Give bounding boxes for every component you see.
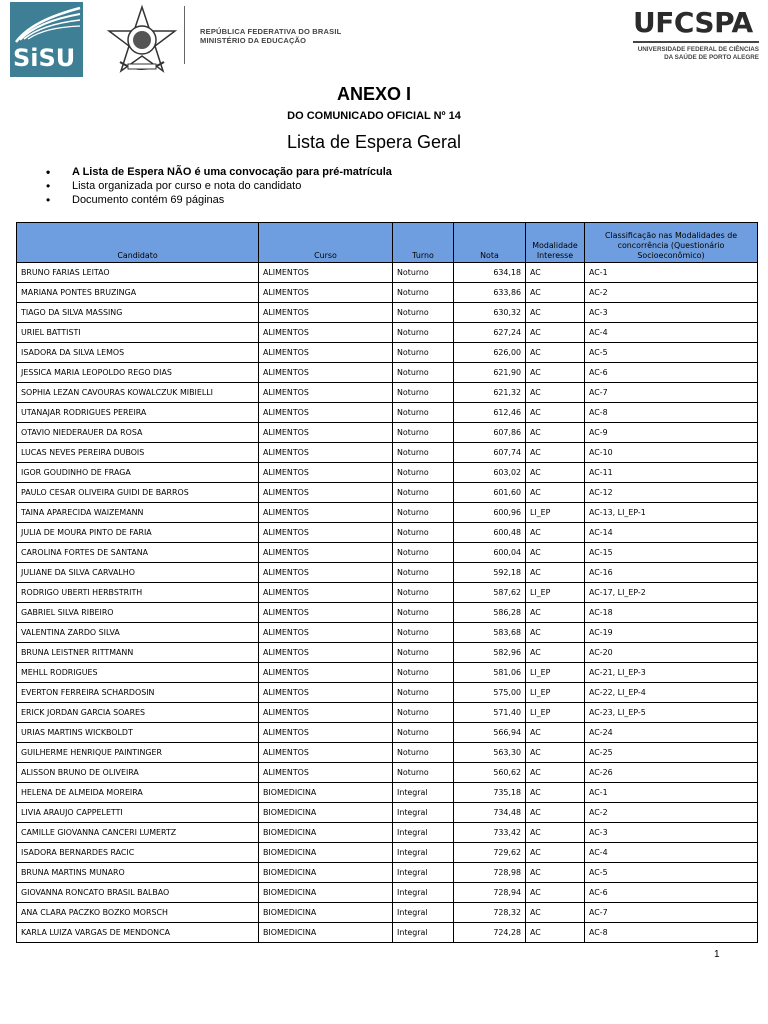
cell-modalidade: AC bbox=[526, 783, 585, 803]
cell-nota: 612,46 bbox=[454, 403, 526, 423]
cell-curso: ALIMENTOS bbox=[259, 603, 393, 623]
cell-classificacao: AC-11 bbox=[585, 463, 758, 483]
cell-turno: Noturno bbox=[393, 643, 454, 663]
cell-turno: Noturno bbox=[393, 263, 454, 283]
cell-candidato: PAULO CESAR OLIVEIRA GUIDI DE BARROS bbox=[17, 483, 259, 503]
cell-curso: BIOMEDICINA bbox=[259, 783, 393, 803]
table-row bbox=[17, 503, 758, 523]
cell-turno: Noturno bbox=[393, 463, 454, 483]
cell-curso: BIOMEDICINA bbox=[259, 823, 393, 843]
cell-modalidade: AC bbox=[526, 323, 585, 343]
cell-curso: ALIMENTOS bbox=[259, 443, 393, 463]
cell-turno: Noturno bbox=[393, 363, 454, 383]
cell-candidato: ANA CLARA PACZKO BOZKO MORSCH bbox=[17, 903, 259, 923]
cell-classificacao: AC-15 bbox=[585, 543, 758, 563]
cell-nota: 633,86 bbox=[454, 283, 526, 303]
cell-turno: Noturno bbox=[393, 303, 454, 323]
table-row bbox=[17, 463, 758, 483]
cell-candidato: EVERTON FERREIRA SCHARDOSIN bbox=[17, 683, 259, 703]
ufcspa-subtitle bbox=[633, 46, 759, 62]
cell-candidato: TIAGO DA SILVA MASSING bbox=[17, 303, 259, 323]
cell-classificacao: AC-8 bbox=[585, 403, 758, 423]
col-header-turno: Turno bbox=[393, 223, 454, 263]
cell-candidato: BRUNO FARIAS LEITAO bbox=[17, 263, 259, 283]
cell-turno: Integral bbox=[393, 863, 454, 883]
cell-classificacao: AC-17, LI_EP-2 bbox=[585, 583, 758, 603]
cell-modalidade: AC bbox=[526, 383, 585, 403]
cell-nota: 566,94 bbox=[454, 723, 526, 743]
cell-curso: BIOMEDICINA bbox=[259, 843, 393, 863]
cell-classificacao: AC-13, LI_EP-1 bbox=[585, 503, 758, 523]
cell-curso: ALIMENTOS bbox=[259, 563, 393, 583]
table-row bbox=[17, 343, 758, 363]
table-row bbox=[17, 663, 758, 683]
ufcspa-logo bbox=[633, 8, 759, 62]
cell-modalidade: AC bbox=[526, 863, 585, 883]
cell-nota: 592,18 bbox=[454, 563, 526, 583]
cell-candidato: JESSICA MARIA LEOPOLDO REGO DIAS bbox=[17, 363, 259, 383]
cell-turno: Integral bbox=[393, 843, 454, 863]
cell-turno: Noturno bbox=[393, 563, 454, 583]
cell-classificacao: AC-14 bbox=[585, 523, 758, 543]
sisu-logo-text: SiSU bbox=[13, 44, 76, 72]
table-row bbox=[17, 903, 758, 923]
cell-candidato: KARLA LUIZA VARGAS DE MENDONCA bbox=[17, 923, 259, 943]
cell-curso: ALIMENTOS bbox=[259, 383, 393, 403]
cell-candidato: URIEL BATTISTI bbox=[17, 323, 259, 343]
cell-curso: ALIMENTOS bbox=[259, 743, 393, 763]
cell-modalidade: AC bbox=[526, 563, 585, 583]
cell-curso: ALIMENTOS bbox=[259, 723, 393, 743]
cell-candidato: CAROLINA FORTES DE SANTANA bbox=[17, 543, 259, 563]
cell-turno: Noturno bbox=[393, 523, 454, 543]
ufcspa-sub-line-2: DA SAÚDE DE PORTO ALEGRE bbox=[664, 54, 759, 61]
cell-classificacao: AC-9 bbox=[585, 423, 758, 443]
cell-nota: 724,28 bbox=[454, 923, 526, 943]
cell-turno: Noturno bbox=[393, 723, 454, 743]
cell-turno: Integral bbox=[393, 823, 454, 843]
table-row bbox=[17, 643, 758, 663]
ufcspa-underline bbox=[633, 41, 759, 43]
cell-modalidade: AC bbox=[526, 483, 585, 503]
table-row bbox=[17, 703, 758, 723]
table-row bbox=[17, 823, 758, 843]
cell-classificacao: AC-19 bbox=[585, 623, 758, 643]
table-row bbox=[17, 263, 758, 283]
cell-candidato: TAINA APARECIDA WAIZEMANN bbox=[17, 503, 259, 523]
table-row bbox=[17, 803, 758, 823]
cell-classificacao: AC-3 bbox=[585, 303, 758, 323]
cell-classificacao: AC-7 bbox=[585, 383, 758, 403]
cell-candidato: BRUNA LEISTNER RITTMANN bbox=[17, 643, 259, 663]
cell-nota: 621,90 bbox=[454, 363, 526, 383]
cell-candidato: ALISSON BRUNO DE OLIVEIRA bbox=[17, 763, 259, 783]
cell-turno: Noturno bbox=[393, 383, 454, 403]
table-row bbox=[17, 883, 758, 903]
cell-classificacao: AC-2 bbox=[585, 803, 758, 823]
table-row bbox=[17, 423, 758, 443]
cell-turno: Noturno bbox=[393, 423, 454, 443]
table-row bbox=[17, 843, 758, 863]
cell-candidato: VALENTINA ZARDO SILVA bbox=[17, 623, 259, 643]
table-row bbox=[17, 523, 758, 543]
cell-modalidade: AC bbox=[526, 543, 585, 563]
cell-modalidade: AC bbox=[526, 623, 585, 643]
cell-nota: 601,60 bbox=[454, 483, 526, 503]
cell-modalidade: AC bbox=[526, 843, 585, 863]
cell-modalidade: AC bbox=[526, 283, 585, 303]
cell-candidato: ISADORA BERNARDES RACIC bbox=[17, 843, 259, 863]
page-number: 1 bbox=[714, 949, 720, 960]
cell-curso: ALIMENTOS bbox=[259, 263, 393, 283]
cell-turno: Noturno bbox=[393, 543, 454, 563]
table-row bbox=[17, 723, 758, 743]
cell-turno: Integral bbox=[393, 903, 454, 923]
cell-nota: 603,02 bbox=[454, 463, 526, 483]
cell-curso: ALIMENTOS bbox=[259, 583, 393, 603]
cell-modalidade: AC bbox=[526, 883, 585, 903]
cell-nota: 560,62 bbox=[454, 763, 526, 783]
cell-candidato: URIAS MARTINS WICKBOLDT bbox=[17, 723, 259, 743]
cell-curso: BIOMEDICINA bbox=[259, 863, 393, 883]
cell-curso: ALIMENTOS bbox=[259, 663, 393, 683]
cell-turno: Noturno bbox=[393, 683, 454, 703]
cell-curso: BIOMEDICINA bbox=[259, 903, 393, 923]
cell-modalidade: LI_EP bbox=[526, 503, 585, 523]
note-item: • A Lista de Espera NÃO é uma convocação para pré-matrícula bbox=[44, 165, 392, 179]
cell-curso: ALIMENTOS bbox=[259, 323, 393, 343]
cell-nota: 634,18 bbox=[454, 263, 526, 283]
cell-curso: ALIMENTOS bbox=[259, 703, 393, 723]
cell-classificacao: AC-2 bbox=[585, 283, 758, 303]
cell-modalidade: AC bbox=[526, 343, 585, 363]
cell-classificacao: AC-16 bbox=[585, 563, 758, 583]
brazil-coat-of-arms-icon bbox=[106, 4, 178, 76]
cell-nota: 581,06 bbox=[454, 663, 526, 683]
cell-nota: 600,48 bbox=[454, 523, 526, 543]
cell-nota: 728,94 bbox=[454, 883, 526, 903]
gov-text bbox=[200, 27, 341, 45]
cell-modalidade: AC bbox=[526, 823, 585, 843]
cell-candidato: GABRIEL SILVA RIBEIRO bbox=[17, 603, 259, 623]
cell-candidato: JULIANE DA SILVA CARVALHO bbox=[17, 563, 259, 583]
cell-modalidade: LI_EP bbox=[526, 663, 585, 683]
cell-nota: 630,32 bbox=[454, 303, 526, 323]
cell-classificacao: AC-7 bbox=[585, 903, 758, 923]
cell-candidato: CAMILLE GIOVANNA CANCERI LUMERTZ bbox=[17, 823, 259, 843]
cell-classificacao: AC-6 bbox=[585, 363, 758, 383]
cell-nota: 734,48 bbox=[454, 803, 526, 823]
cell-curso: ALIMENTOS bbox=[259, 303, 393, 323]
cell-classificacao: AC-3 bbox=[585, 823, 758, 843]
cell-modalidade: AC bbox=[526, 463, 585, 483]
cell-classificacao: AC-23, LI_EP-5 bbox=[585, 703, 758, 723]
table-row bbox=[17, 543, 758, 563]
sisu-logo bbox=[10, 2, 83, 77]
cell-candidato: MARIANA PONTES BRUZINGA bbox=[17, 283, 259, 303]
cell-candidato: BRUNA MARTINS MUNARO bbox=[17, 863, 259, 883]
header-divider bbox=[184, 6, 185, 64]
cell-turno: Integral bbox=[393, 803, 454, 823]
table-row bbox=[17, 583, 758, 603]
gov-line-1: REPÚBLICA FEDERATIVA DO BRASIL bbox=[200, 27, 342, 36]
cell-curso: ALIMENTOS bbox=[259, 343, 393, 363]
cell-nota: 607,86 bbox=[454, 423, 526, 443]
cell-candidato: UTANAJAR RODRIGUES PEREIRA bbox=[17, 403, 259, 423]
cell-modalidade: AC bbox=[526, 443, 585, 463]
note-item: • Lista organizada por curso e nota do candidato bbox=[44, 179, 392, 193]
cell-classificacao: AC-4 bbox=[585, 323, 758, 343]
cell-classificacao: AC-10 bbox=[585, 443, 758, 463]
cell-modalidade: AC bbox=[526, 603, 585, 623]
table-row bbox=[17, 683, 758, 703]
cell-turno: Noturno bbox=[393, 503, 454, 523]
cell-modalidade: AC bbox=[526, 763, 585, 783]
table-row bbox=[17, 283, 758, 303]
cell-curso: ALIMENTOS bbox=[259, 763, 393, 783]
waiting-list-table bbox=[16, 222, 758, 943]
cell-candidato: MEHLL RODRIGUES bbox=[17, 663, 259, 683]
cell-modalidade: AC bbox=[526, 523, 585, 543]
cell-turno: Noturno bbox=[393, 343, 454, 363]
cell-nota: 563,30 bbox=[454, 743, 526, 763]
cell-turno: Noturno bbox=[393, 483, 454, 503]
cell-nota: 735,18 bbox=[454, 783, 526, 803]
cell-modalidade: AC bbox=[526, 743, 585, 763]
cell-classificacao: AC-25 bbox=[585, 743, 758, 763]
cell-modalidade: AC bbox=[526, 923, 585, 943]
cell-modalidade: AC bbox=[526, 903, 585, 923]
col-header-curso: Curso bbox=[259, 223, 393, 263]
table-row bbox=[17, 443, 758, 463]
table-row bbox=[17, 783, 758, 803]
cell-nota: 626,00 bbox=[454, 343, 526, 363]
cell-curso: ALIMENTOS bbox=[259, 523, 393, 543]
cell-candidato: LIVIA ARAUJO CAPPELETTI bbox=[17, 803, 259, 823]
cell-classificacao: AC-8 bbox=[585, 923, 758, 943]
cell-curso: ALIMENTOS bbox=[259, 423, 393, 443]
cell-turno: Noturno bbox=[393, 323, 454, 343]
cell-candidato: ISADORA DA SILVA LEMOS bbox=[17, 343, 259, 363]
cell-curso: ALIMENTOS bbox=[259, 503, 393, 523]
cell-nota: 583,68 bbox=[454, 623, 526, 643]
cell-classificacao: AC-12 bbox=[585, 483, 758, 503]
cell-nota: 587,62 bbox=[454, 583, 526, 603]
cell-nota: 607,74 bbox=[454, 443, 526, 463]
cell-curso: ALIMENTOS bbox=[259, 683, 393, 703]
cell-candidato: LUCAS NEVES PEREIRA DUBOIS bbox=[17, 443, 259, 463]
cell-modalidade: AC bbox=[526, 363, 585, 383]
cell-candidato: HELENA DE ALMEIDA MOREIRA bbox=[17, 783, 259, 803]
cell-candidato: RODRIGO UBERTI HERBSTRITH bbox=[17, 583, 259, 603]
cell-classificacao: AC-20 bbox=[585, 643, 758, 663]
cell-modalidade: AC bbox=[526, 403, 585, 423]
cell-turno: Integral bbox=[393, 783, 454, 803]
table-row bbox=[17, 303, 758, 323]
list-title: Lista de Espera Geral bbox=[286, 132, 462, 152]
cell-modalidade: LI_EP bbox=[526, 683, 585, 703]
cell-nota: 586,28 bbox=[454, 603, 526, 623]
page-title: ANEXO I bbox=[336, 84, 411, 104]
cell-turno: Integral bbox=[393, 923, 454, 943]
cell-modalidade: LI_EP bbox=[526, 583, 585, 603]
cell-classificacao: AC-5 bbox=[585, 343, 758, 363]
table-row bbox=[17, 923, 758, 943]
table-row bbox=[17, 623, 758, 643]
table-row bbox=[17, 403, 758, 423]
cell-classificacao: AC-18 bbox=[585, 603, 758, 623]
cell-classificacao: AC-24 bbox=[585, 723, 758, 743]
cell-modalidade: AC bbox=[526, 263, 585, 283]
table-row bbox=[17, 383, 758, 403]
table-row bbox=[17, 603, 758, 623]
cell-curso: ALIMENTOS bbox=[259, 463, 393, 483]
cell-turno: Noturno bbox=[393, 583, 454, 603]
col-header-candidato: Candidato bbox=[17, 223, 259, 263]
cell-nota: 600,04 bbox=[454, 543, 526, 563]
cell-curso: ALIMENTOS bbox=[259, 483, 393, 503]
cell-nota: 728,98 bbox=[454, 863, 526, 883]
table-row bbox=[17, 363, 758, 383]
cell-candidato: SOPHIA LEZAN CAVOURAS KOWALCZUK MIBIELLI bbox=[17, 383, 259, 403]
table-row bbox=[17, 563, 758, 583]
col-header-modalidade: Modalidade Interesse bbox=[526, 223, 585, 263]
cell-curso: BIOMEDICINA bbox=[259, 883, 393, 903]
cell-modalidade: AC bbox=[526, 303, 585, 323]
cell-curso: BIOMEDICINA bbox=[259, 923, 393, 943]
cell-turno: Noturno bbox=[393, 703, 454, 723]
cell-modalidade: AC bbox=[526, 723, 585, 743]
cell-candidato: OTAVIO NIEDERAUER DA ROSA bbox=[17, 423, 259, 443]
table-row bbox=[17, 863, 758, 883]
cell-classificacao: AC-5 bbox=[585, 863, 758, 883]
cell-nota: 729,62 bbox=[454, 843, 526, 863]
cell-modalidade: AC bbox=[526, 423, 585, 443]
cell-classificacao: AC-21, LI_EP-3 bbox=[585, 663, 758, 683]
cell-nota: 582,96 bbox=[454, 643, 526, 663]
cell-nota: 733,42 bbox=[454, 823, 526, 843]
gov-line-2: MINISTÉRIO DA EDUCAÇÃO bbox=[200, 36, 307, 45]
cell-curso: ALIMENTOS bbox=[259, 623, 393, 643]
cell-nota: 728,32 bbox=[454, 903, 526, 923]
table-row bbox=[17, 323, 758, 343]
cell-curso: ALIMENTOS bbox=[259, 403, 393, 423]
cell-turno: Noturno bbox=[393, 623, 454, 643]
cell-curso: ALIMENTOS bbox=[259, 643, 393, 663]
cell-classificacao: AC-1 bbox=[585, 263, 758, 283]
cell-modalidade: AC bbox=[526, 643, 585, 663]
table-row bbox=[17, 743, 758, 763]
notes-list bbox=[44, 165, 392, 207]
cell-curso: ALIMENTOS bbox=[259, 543, 393, 563]
cell-classificacao: AC-22, LI_EP-4 bbox=[585, 683, 758, 703]
page-header bbox=[0, 0, 768, 80]
cell-turno: Noturno bbox=[393, 603, 454, 623]
cell-nota: 575,00 bbox=[454, 683, 526, 703]
cell-curso: ALIMENTOS bbox=[259, 363, 393, 383]
page-subtitle: DO COMUNICADO OFICIAL Nº 14 bbox=[287, 110, 461, 122]
cell-classificacao: AC-6 bbox=[585, 883, 758, 903]
table-row bbox=[17, 763, 758, 783]
cell-turno: Noturno bbox=[393, 403, 454, 423]
cell-turno: Noturno bbox=[393, 763, 454, 783]
table-row bbox=[17, 483, 758, 503]
cell-nota: 571,40 bbox=[454, 703, 526, 723]
table-header-row bbox=[17, 223, 758, 263]
cell-turno: Noturno bbox=[393, 743, 454, 763]
cell-candidato: JULIA DE MOURA PINTO DE FARIA bbox=[17, 523, 259, 543]
ufcspa-sub-line-1: UNIVERSIDADE FEDERAL DE CIÊNCIAS bbox=[637, 46, 759, 53]
note-item: • Documento contém 69 páginas bbox=[44, 193, 392, 207]
col-header-nota: Nota bbox=[454, 223, 526, 263]
cell-modalidade: AC bbox=[526, 803, 585, 823]
cell-curso: BIOMEDICINA bbox=[259, 803, 393, 823]
cell-classificacao: AC-1 bbox=[585, 783, 758, 803]
cell-curso: ALIMENTOS bbox=[259, 283, 393, 303]
cell-turno: Noturno bbox=[393, 443, 454, 463]
cell-nota: 600,96 bbox=[454, 503, 526, 523]
cell-turno: Noturno bbox=[393, 663, 454, 683]
cell-modalidade: LI_EP bbox=[526, 703, 585, 723]
cell-candidato: GIOVANNA RONCATO BRASIL BALBAO bbox=[17, 883, 259, 903]
cell-turno: Noturno bbox=[393, 283, 454, 303]
cell-candidato: IGOR GOUDINHO DE FRAGA bbox=[17, 463, 259, 483]
cell-candidato: ERICK JORDAN GARCIA SOARES bbox=[17, 703, 259, 723]
cell-nota: 621,32 bbox=[454, 383, 526, 403]
cell-classificacao: AC-4 bbox=[585, 843, 758, 863]
cell-nota: 627,24 bbox=[454, 323, 526, 343]
table-body bbox=[17, 263, 758, 943]
cell-turno: Integral bbox=[393, 883, 454, 903]
ufcspa-name: UFCSPA bbox=[633, 6, 753, 39]
col-header-classificacao: Classificação nas Modalidades de concorrência (Questionário Socioeconômico) bbox=[585, 223, 758, 263]
cell-candidato: GUILHERME HENRIQUE PAINTINGER bbox=[17, 743, 259, 763]
cell-classificacao: AC-26 bbox=[585, 763, 758, 783]
